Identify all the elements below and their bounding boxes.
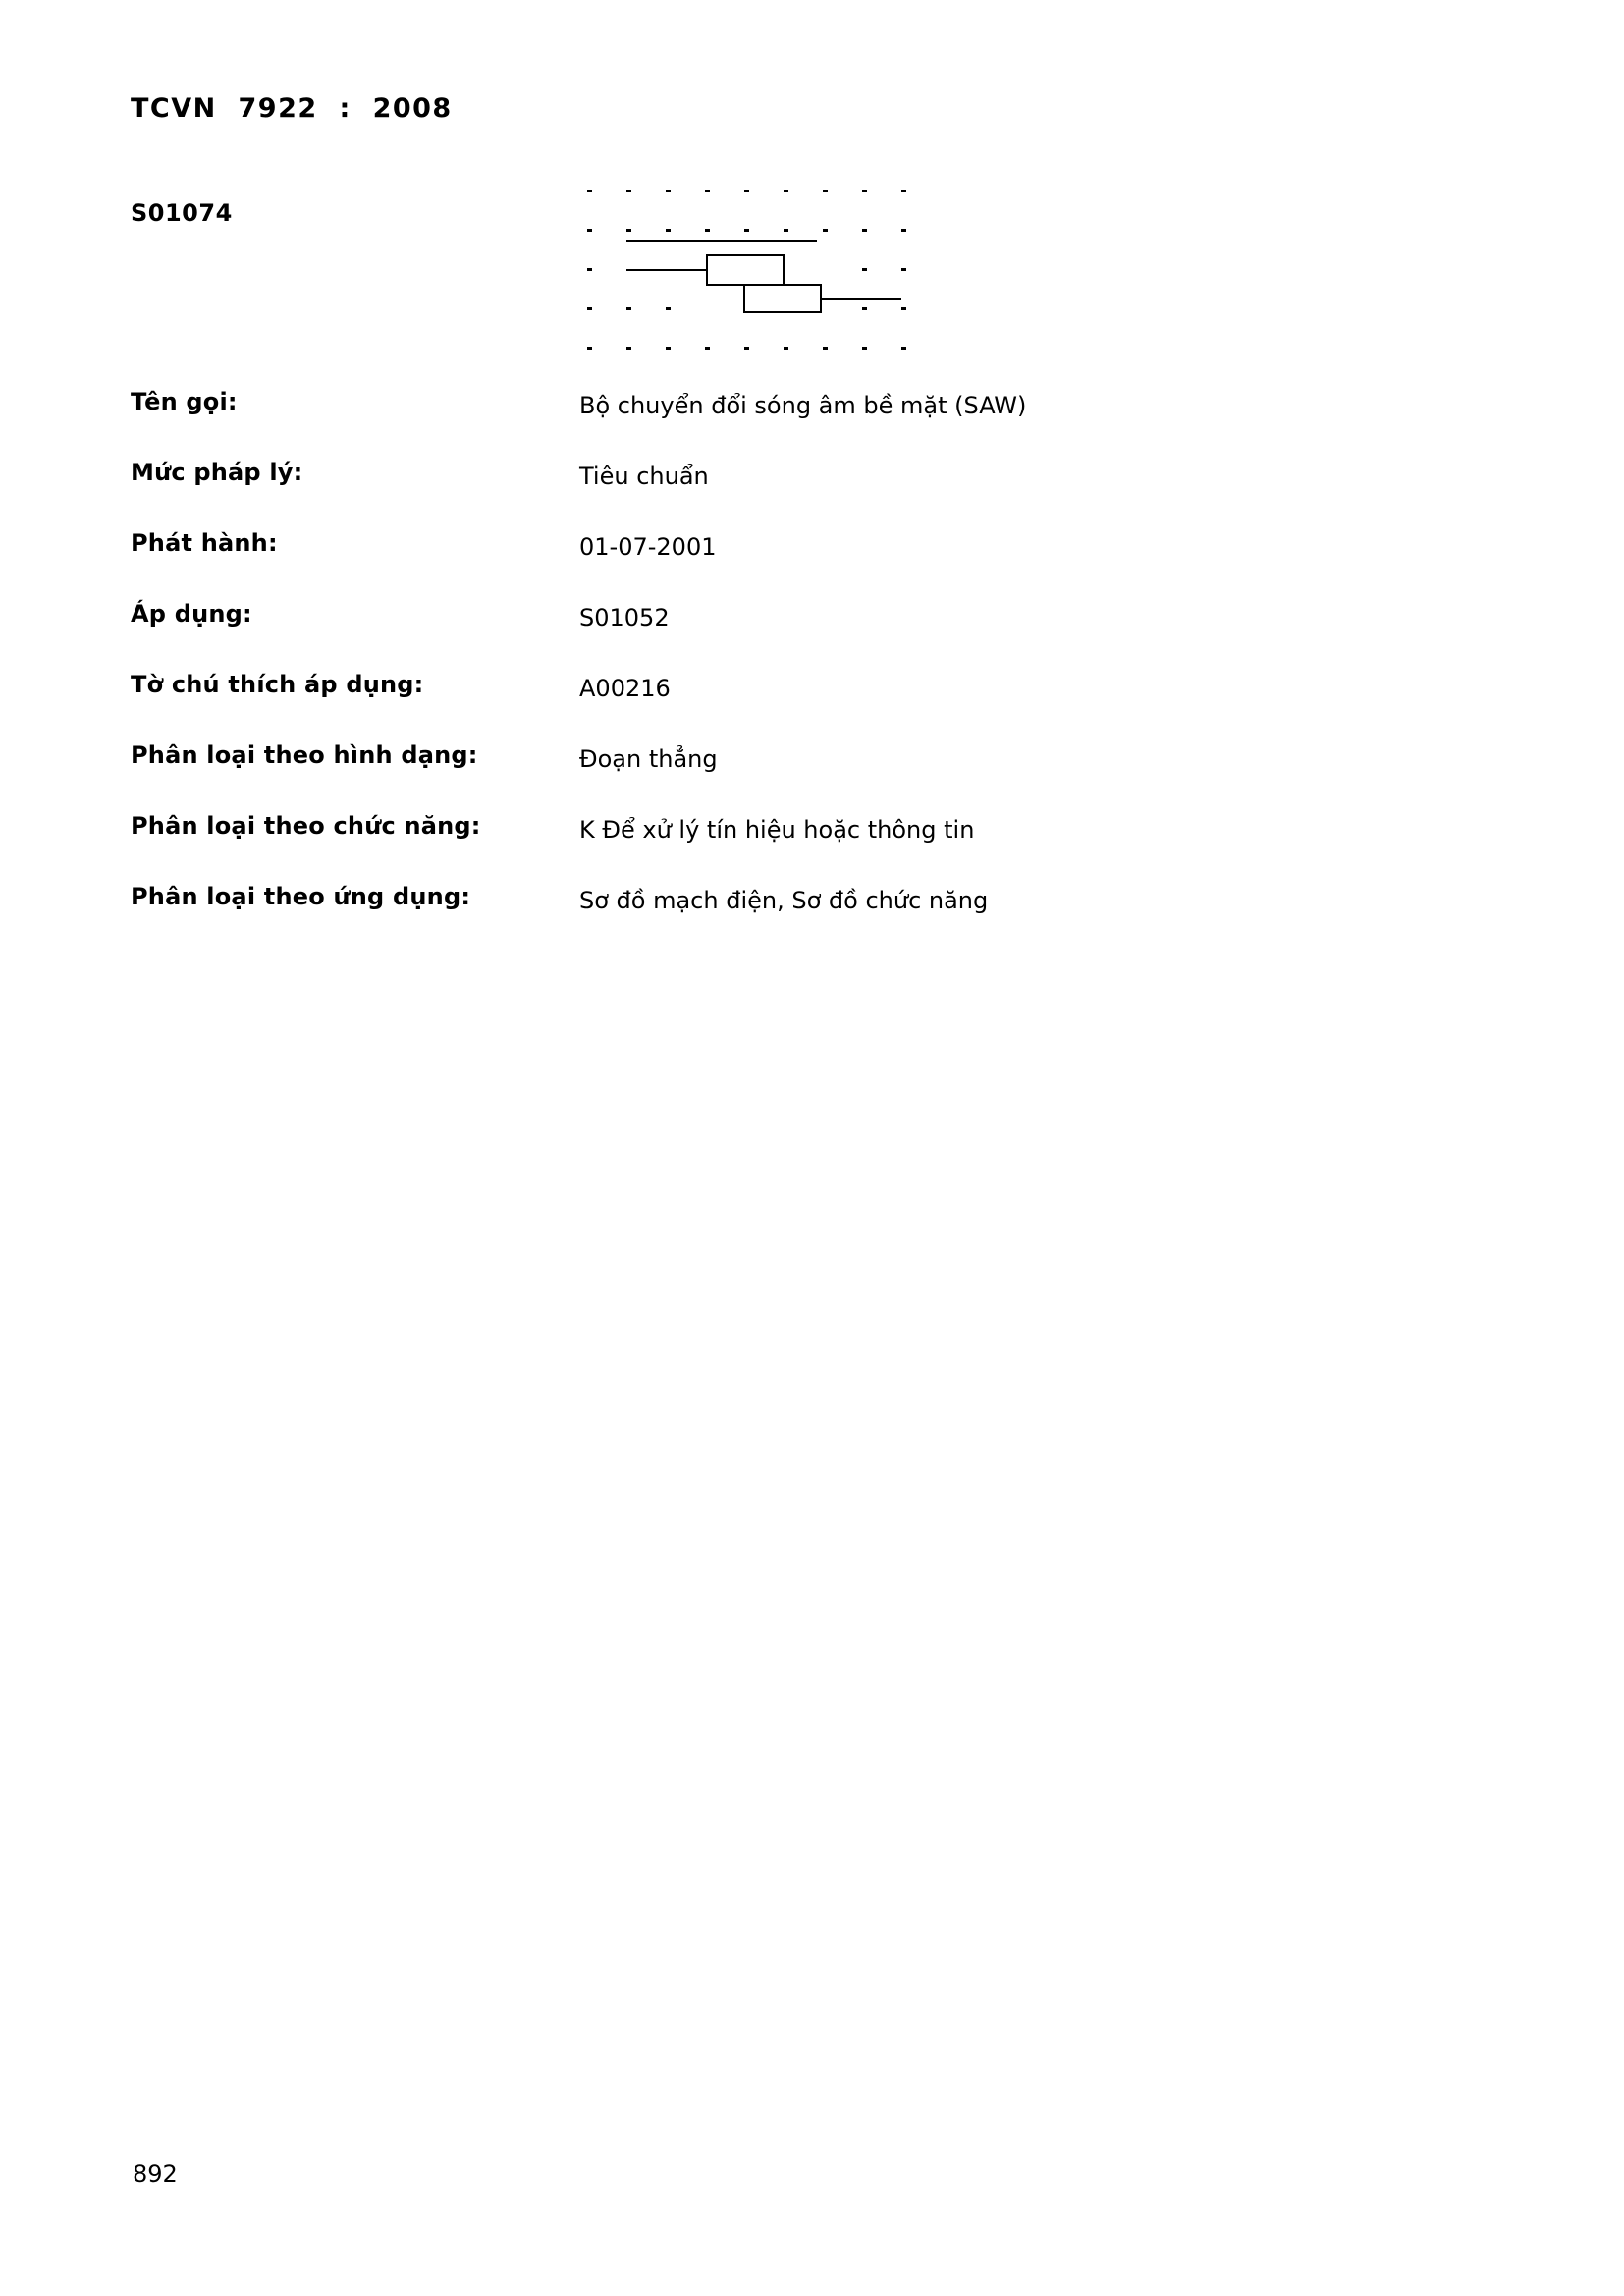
symbol-code: S01074: [131, 199, 233, 227]
field-row: [131, 600, 1309, 671]
label-phan-loai-chuc-nang: Phân loại theo chức năng:: [131, 812, 481, 840]
value-phat-hanh: 01-07-2001: [579, 533, 717, 561]
field-row: [131, 671, 1309, 741]
page-number: 892: [133, 2160, 178, 2188]
label-muc-phap-ly: Mức pháp lý:: [131, 459, 303, 486]
field-row: [131, 459, 1309, 529]
field-row: [131, 812, 1309, 883]
value-to-chu-thich-ap-dung: A00216: [579, 675, 671, 702]
value-phan-loai-chuc-nang: K Để xử lý tín hiệu hoặc thông tin: [579, 816, 975, 844]
value-muc-phap-ly: Tiêu chuẩn: [579, 463, 709, 490]
symbol-attribute-list: [131, 388, 1309, 954]
label-to-chu-thich-ap-dung: Tờ chú thích áp dụng:: [131, 671, 424, 698]
label-phat-hanh: Phát hành:: [131, 529, 278, 557]
value-ten-goi: Bộ chuyển đổi sóng âm bề mặt (SAW): [579, 392, 1027, 419]
label-phan-loai-ung-dung: Phân loại theo ứng dụng:: [131, 883, 471, 910]
field-row: [131, 883, 1309, 954]
field-row: [131, 529, 1309, 600]
field-row: [131, 388, 1309, 459]
label-ten-goi: Tên gọi:: [131, 388, 238, 415]
label-phan-loai-hinh-dang: Phân loại theo hình dạng:: [131, 741, 478, 769]
label-ap-dung: Áp dụng:: [131, 600, 252, 628]
symbol-lines: [626, 241, 901, 312]
standard-header: TCVN 7922 : 2008: [131, 93, 453, 124]
value-phan-loai-hinh-dang: Đoạn thẳng: [579, 745, 718, 773]
value-ap-dung: S01052: [579, 604, 670, 631]
value-phan-loai-ung-dung: Sơ đồ mạch điện, Sơ đồ chức năng: [579, 887, 989, 914]
field-row: [131, 741, 1309, 812]
saw-transducer-symbol: [579, 182, 992, 368]
